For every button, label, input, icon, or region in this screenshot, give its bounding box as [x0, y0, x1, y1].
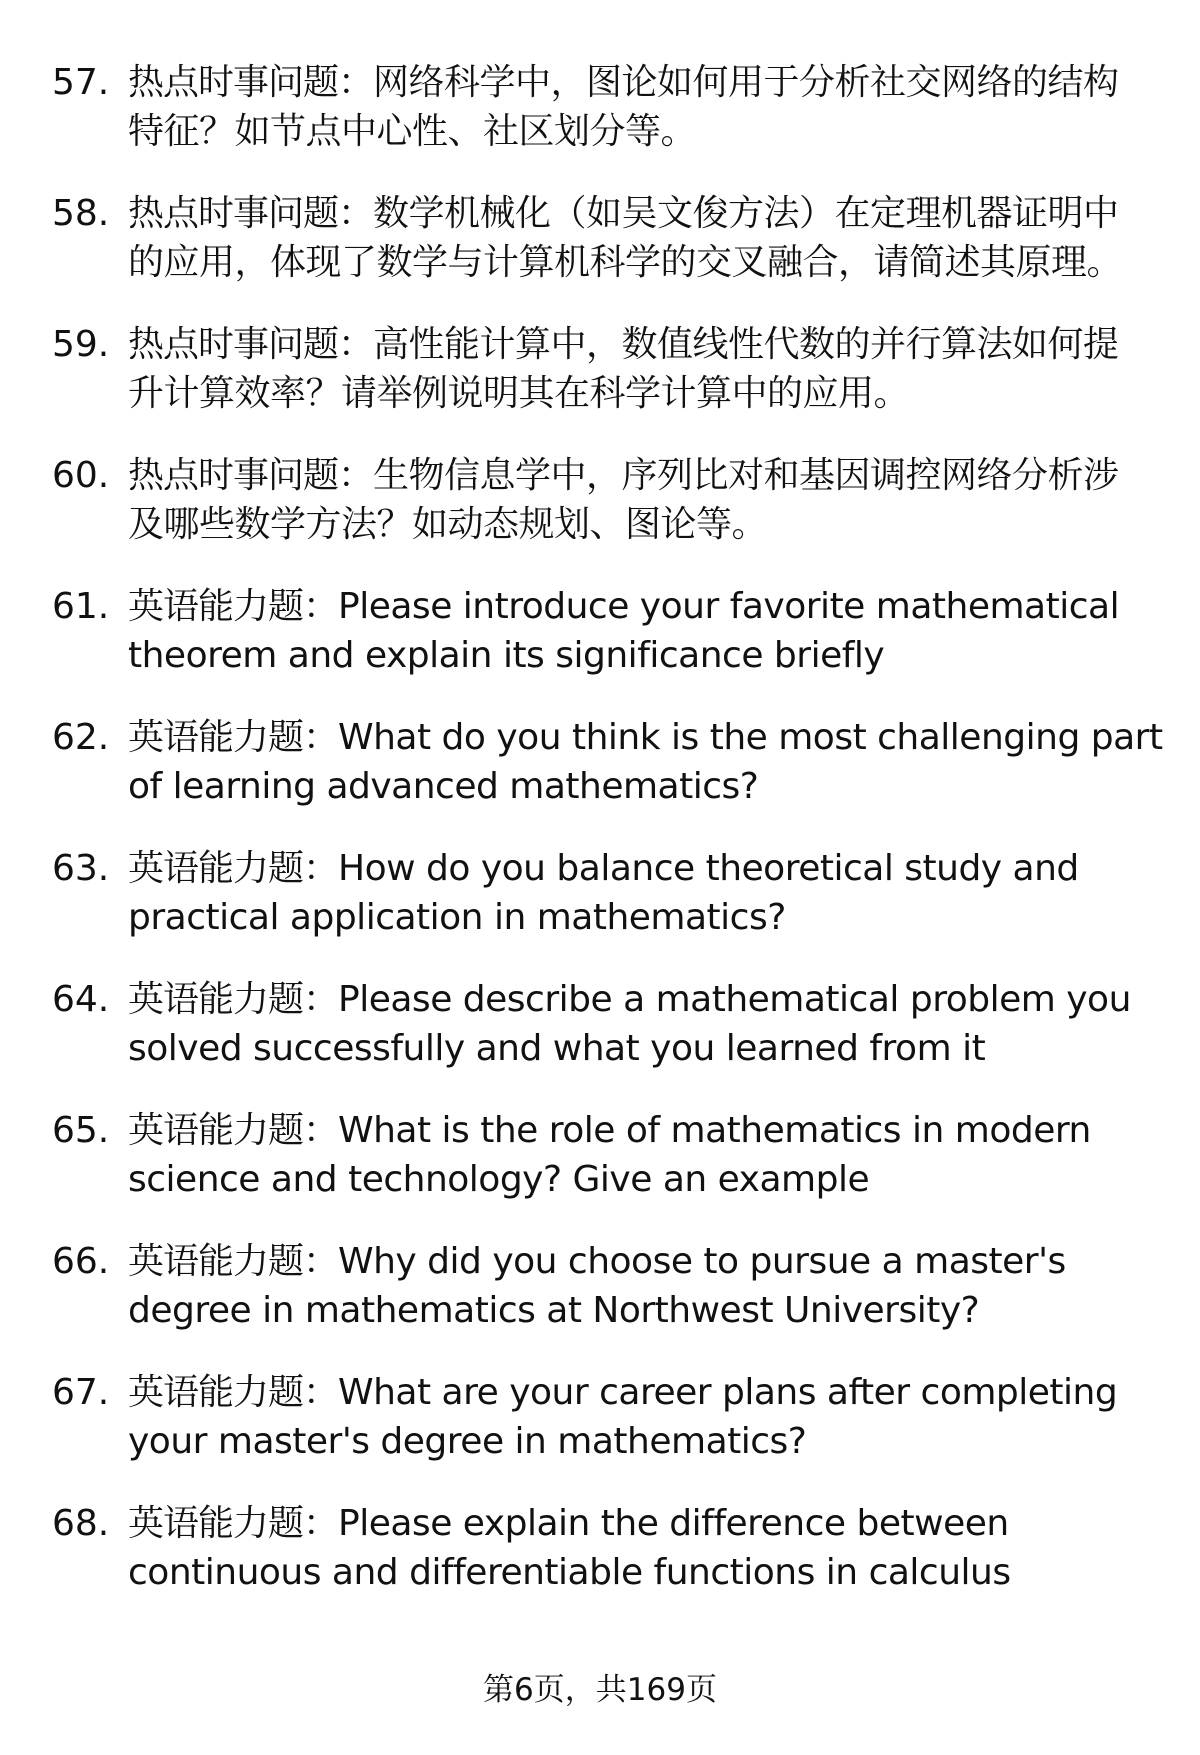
question-category: 英语能力题：	[128, 1241, 339, 1282]
question-line-1: Why did you choose to pursue a master's	[338, 1241, 1066, 1282]
question-category: 热点时事问题：	[128, 455, 374, 496]
question-text	[128, 189, 1172, 287]
question-line-2: theorem and explain its significance briefly	[128, 635, 885, 676]
question-line-2: 的应用，体现了数学与计算机科学的交叉融合，请简述其原理。	[128, 242, 1123, 283]
question-number: 62.	[52, 717, 110, 758]
question-text	[128, 451, 1172, 549]
question-number: 60.	[52, 455, 110, 496]
question-line-1: What do you think is the most challenging part	[338, 717, 1163, 758]
question-text	[128, 1499, 1172, 1597]
question-line-2: solved successfully and what you learned from it	[128, 1028, 986, 1069]
question-text	[128, 1106, 1172, 1204]
question-category: 英语能力题：	[128, 717, 339, 758]
question-text	[128, 975, 1172, 1073]
question-line-1: 网络科学中，图论如何用于分析社交网络的结构	[373, 62, 1119, 103]
question-category: 英语能力题：	[128, 979, 339, 1020]
question-text	[128, 582, 1172, 680]
question-category: 英语能力题：	[128, 586, 339, 627]
question-number: 57.	[52, 62, 110, 103]
question-number: 63.	[52, 848, 110, 889]
question-line-1: How do you balance theoretical study and	[338, 848, 1079, 889]
question-line-2: of learning advanced mathematics?	[128, 766, 759, 807]
question-line-2: your master's degree in mathematics?	[128, 1421, 807, 1462]
question-number: 67.	[52, 1372, 110, 1413]
question-text	[128, 844, 1172, 942]
question-text	[128, 1237, 1172, 1335]
question-line-2: 特征？如节点中心性、社区划分等。	[128, 111, 697, 152]
question-number: 68.	[52, 1503, 110, 1544]
question-line-2: continuous and differentiable functions in calculus	[128, 1552, 1011, 1593]
question-line-1: What is the role of mathematics in modern	[338, 1110, 1091, 1151]
question-line-2: degree in mathematics at Northwest University?	[128, 1290, 980, 1331]
question-line-2: practical application in mathematics?	[128, 897, 786, 938]
question-line-1: Please explain the difference between	[338, 1503, 1009, 1544]
question-text	[128, 713, 1172, 811]
question-line-1: 数学机械化（如吴文俊方法）在定理机器证明中	[373, 193, 1119, 234]
question-category: 英语能力题：	[128, 1372, 339, 1413]
question-line-1: 高性能计算中，数值线性代数的并行算法如何提	[373, 324, 1119, 365]
question-line-2: science and technology? Give an example	[128, 1159, 870, 1200]
question-text	[128, 58, 1172, 156]
question-number: 65.	[52, 1110, 110, 1151]
question-line-1: 生物信息学中，序列比对和基因调控网络分析涉	[373, 455, 1119, 496]
question-item	[52, 975, 1172, 1106]
question-text	[128, 320, 1172, 418]
question-item	[52, 1237, 1172, 1368]
question-item	[52, 58, 1172, 189]
question-text	[128, 1368, 1172, 1466]
question-item	[52, 1106, 1172, 1237]
question-number: 66.	[52, 1241, 110, 1282]
question-item	[52, 1499, 1172, 1630]
question-category: 热点时事问题：	[128, 324, 374, 365]
question-category: 热点时事问题：	[128, 193, 374, 234]
question-category: 英语能力题：	[128, 848, 339, 889]
question-category: 英语能力题：	[128, 1503, 339, 1544]
question-number: 58.	[52, 193, 110, 234]
question-line-1: Please introduce your favorite mathematical	[338, 586, 1120, 627]
question-item	[52, 320, 1172, 451]
question-line-1: What are your career plans after completing	[338, 1372, 1118, 1413]
question-item	[52, 1368, 1172, 1499]
question-list	[52, 58, 1172, 1630]
question-item	[52, 713, 1172, 844]
question-number: 61.	[52, 586, 110, 627]
question-line-2: 升计算效率？请举例说明其在科学计算中的应用。	[128, 373, 910, 414]
question-item	[52, 582, 1172, 713]
question-number: 64.	[52, 979, 110, 1020]
question-line-1: Please describe a mathematical problem you	[338, 979, 1131, 1020]
question-item	[52, 189, 1172, 320]
question-item	[52, 451, 1172, 582]
question-item	[52, 844, 1172, 975]
question-line-2: 及哪些数学方法？如动态规划、图论等。	[128, 504, 768, 545]
question-category: 热点时事问题：	[128, 62, 374, 103]
page-footer: 第6页，共169页	[483, 1672, 717, 1708]
question-category: 英语能力题：	[128, 1110, 339, 1151]
question-number: 59.	[52, 324, 110, 365]
